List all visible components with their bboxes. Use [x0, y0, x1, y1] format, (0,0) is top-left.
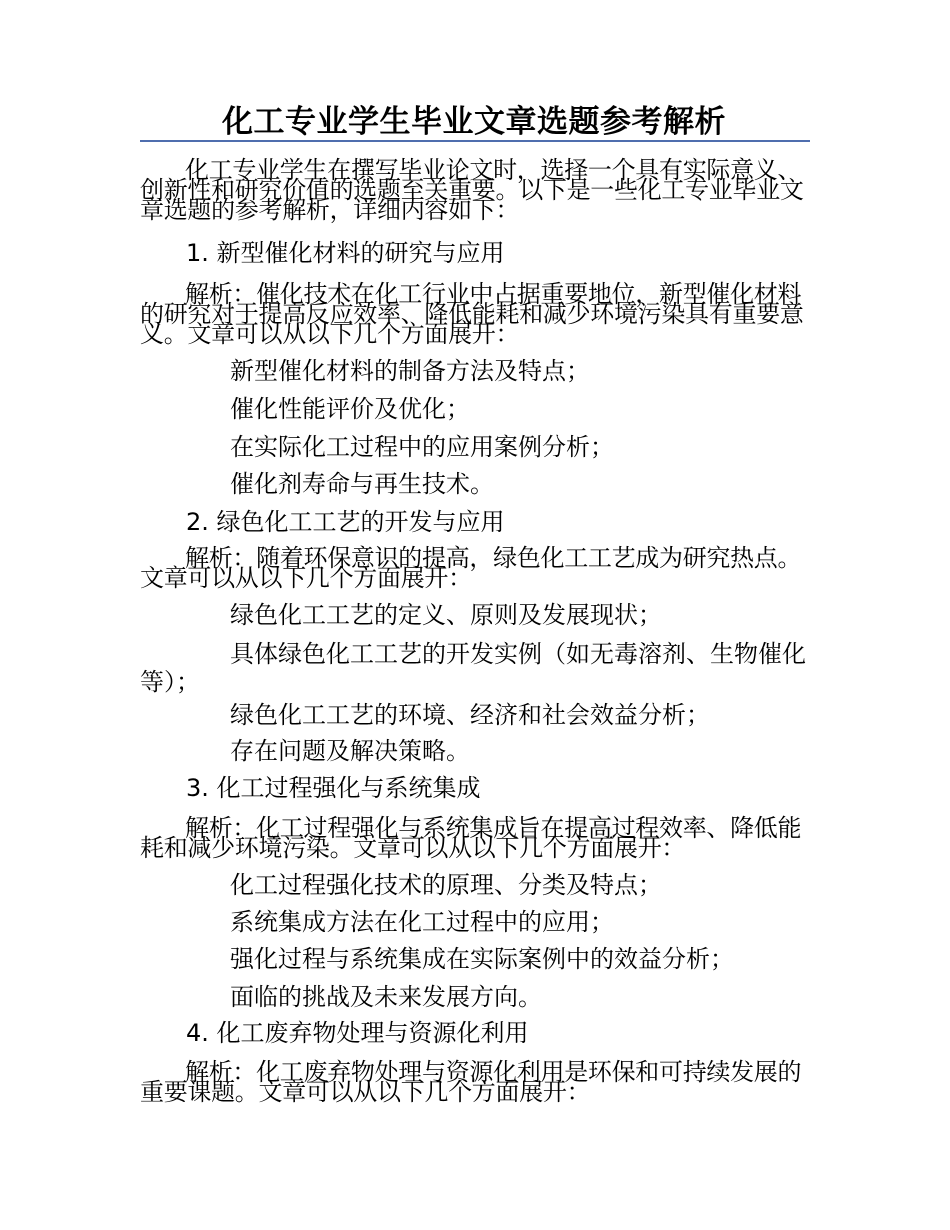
section-4-analysis: 解析：化工废弃物处理与资源化利用是环保和可持续发展的重要课题。文章可以从以下几个方面展开：	[140, 1058, 802, 1106]
section-3-item-1: 化工过程强化技术的原理、分类及特点；	[230, 871, 662, 899]
section-1-item-4: 催化剂寿命与再生技术。	[230, 470, 494, 498]
section-2-heading: 2. 绿色化工工艺的开发与应用	[186, 508, 505, 536]
section-4-heading: 4. 化工废弃物处理与资源化利用	[186, 1019, 529, 1047]
section-2-item-2: 具体绿色化工工艺的开发实例（如无毒溶剂、生物催化等）；	[140, 640, 806, 696]
section-1-item-3: 在实际化工过程中的应用案例分析；	[230, 433, 614, 461]
document-title: 化工专业学生毕业文章选题参考解析	[222, 104, 726, 140]
section-2-item-1: 绿色化工工艺的定义、原则及发展现状；	[230, 601, 662, 629]
title-underline	[140, 140, 810, 142]
section-3-item-3: 强化过程与系统集成在实际案例中的效益分析；	[230, 945, 734, 973]
section-1-item-1: 新型催化材料的制备方法及特点；	[230, 357, 590, 385]
section-2-analysis: 解析：随着环保意识的提高，绿色化工工艺成为研究热点。文章可以从以下几个方面展开：	[140, 544, 802, 592]
section-3-heading: 3. 化工过程强化与系统集成	[186, 774, 481, 802]
section-1-item-2: 催化性能评价及优化；	[230, 395, 470, 423]
section-1-analysis: 解析：催化技术在化工行业中占据重要地位，新型催化材料的研究对于提高反应效率、降低能耗和减少环境污染具有重要意义。文章可以从以下几个方面展开：	[140, 280, 804, 348]
section-3-item-2: 系统集成方法在化工过程中的应用；	[230, 908, 614, 936]
section-2-item-3: 绿色化工工艺的环境、经济和社会效益分析；	[230, 701, 710, 729]
section-2-item-4: 存在问题及解决策略。	[230, 737, 470, 765]
section-3-item-4: 面临的挑战及未来发展方向。	[230, 983, 542, 1011]
section-1-heading: 1. 新型催化材料的研究与应用	[186, 239, 505, 267]
section-3-analysis: 解析：化工过程强化与系统集成旨在提高过程效率、降低能耗和减少环境污染。文章可以从以下几个方面展开：	[140, 814, 802, 862]
intro-paragraph: 化工专业学生在撰写毕业论文时，选择一个具有实际意义、创新性和研究价值的选题至关重要。以下是一些化工专业毕业文章选题的参考解析，详细内容如下：	[140, 156, 804, 224]
